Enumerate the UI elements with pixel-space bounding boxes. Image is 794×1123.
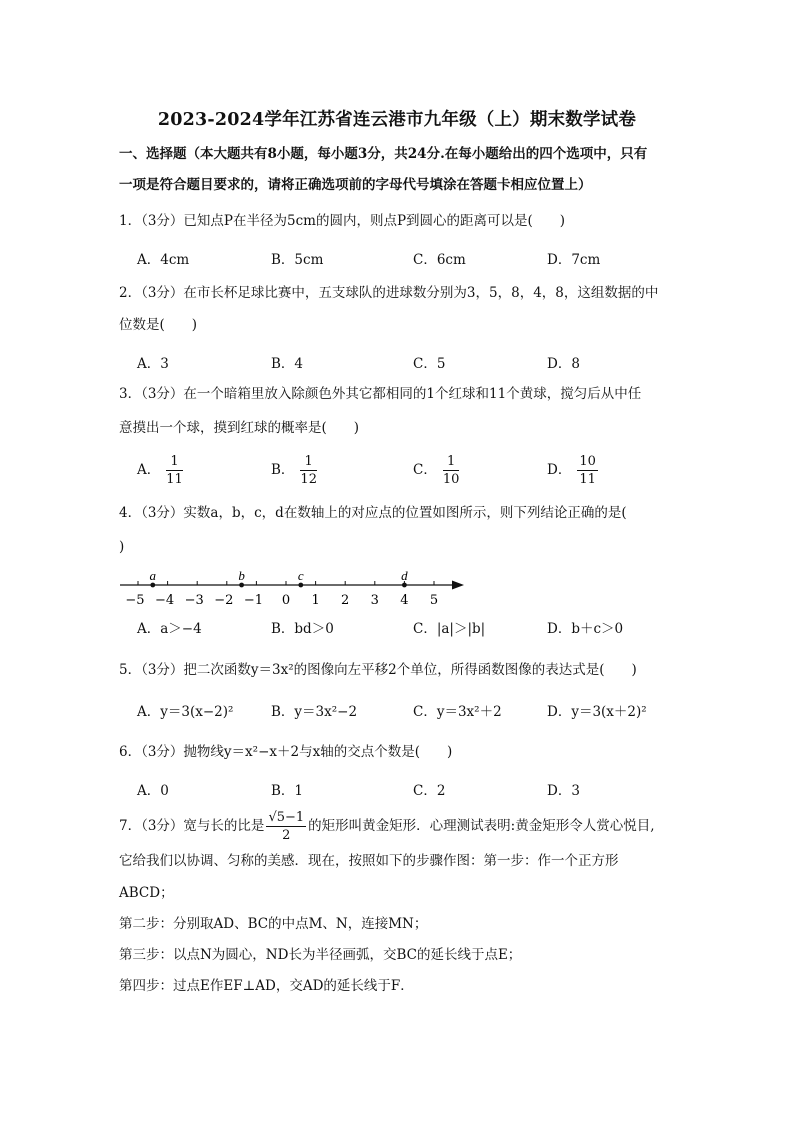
- q2-option-a: A．3: [137, 356, 169, 372]
- q4-stem-line1: 4．（3分）实数a，b，c，d在数轴上的对应点的位置如图所示，则下列结论正确的是(: [119, 505, 627, 521]
- number-line-tick-label: −5: [125, 593, 145, 608]
- q7-stem-line3: ABCD；: [119, 885, 174, 901]
- number-line-figure: [118, 563, 478, 613]
- number-line-tick-label: 1: [311, 593, 320, 608]
- q3-option-a: [137, 453, 183, 488]
- fraction-numerator: 10: [579, 454, 596, 469]
- q6-stem: 6．（3分）抛物线y＝x²−x＋2与x轴的交点个数是( ): [119, 744, 453, 760]
- q7-stem-line2: 它给我们以协调、匀称的美感．现在，按照如下的步骤作图：第一步：作一个正方形: [119, 853, 619, 869]
- q2-option-b: B．4: [271, 356, 304, 372]
- q1-option-d: D．7cm: [547, 252, 601, 268]
- q1-option-a: A．4cm: [137, 252, 190, 268]
- q1-options: [137, 248, 677, 270]
- q6-options: [137, 779, 677, 801]
- q4-option-b: B．bd＞0: [271, 621, 334, 637]
- q5-options: [137, 700, 677, 722]
- number-line-tick-label: 3: [370, 593, 379, 608]
- q7-suffix: 的矩形叫黄金矩形．心理测试表明:黄金矩形令人赏心悦目,: [308, 818, 655, 834]
- q3-option-c-fraction: [443, 453, 460, 488]
- q5-stem: 5．（3分）把二次函数y＝3x²的图像向左平移2个单位，所得函数图像的表达式是( ): [119, 662, 637, 678]
- q3-option-b: [271, 453, 317, 488]
- axis-arrow-icon: [452, 581, 464, 590]
- q6-option-b: B．1: [271, 783, 304, 799]
- q3-option-b-fraction: [300, 453, 317, 488]
- point-label-b: b: [238, 568, 245, 583]
- fraction-numerator: √5−1: [268, 810, 305, 825]
- q4-option-c: C．|a|＞|b|: [413, 621, 486, 637]
- q6-option-a: A．0: [137, 783, 169, 799]
- q4-option-a: A．a＞−4: [137, 621, 202, 637]
- q3-option-a-letter: A．: [137, 462, 161, 478]
- q4-stem-line2: ): [119, 539, 125, 555]
- point-a: [150, 583, 155, 588]
- q3-options: [137, 453, 677, 489]
- q6-option-d: D．3: [547, 783, 580, 799]
- q1-stem: 1．（3分）已知点P在半径为5cm的圆内，则点P到圆心的距离可以是( ): [119, 213, 566, 229]
- q2-option-d: D．8: [547, 356, 580, 372]
- q3-option-c: [413, 453, 459, 488]
- number-line-tick-label: 4: [400, 593, 409, 608]
- q3-stem-line2: 意摸出一个球，摸到红球的概率是( ): [119, 420, 360, 436]
- fraction-denominator: 11: [166, 472, 183, 487]
- point-label-d: d: [401, 568, 408, 583]
- fraction-denominator: 11: [579, 472, 596, 487]
- q2-option-c: C．5: [413, 356, 446, 372]
- q1-option-c: C．6cm: [413, 252, 466, 268]
- fraction-numerator: 1: [443, 453, 460, 471]
- q2-stem-line2: 位数是( ): [119, 317, 198, 333]
- fraction-denominator: 12: [300, 472, 317, 487]
- q3-stem-line1: 3．（3分）在一个暗箱里放入除颜色外其它都相同的1个红球和11个黄球，搅匀后从中任: [119, 386, 642, 402]
- number-line-tick-label: 0: [281, 593, 291, 608]
- q7-step4: 第四步：过点E作EF⊥AD，交AD的延长线于F．: [119, 978, 414, 994]
- section-heading-line1: 一、选择题（本大题共有8小题，每小题3分，共24分.在每小题给出的四个选项中，只有: [119, 146, 648, 162]
- fraction-denominator: 10: [442, 472, 460, 487]
- number-line-tick-label: −2: [214, 593, 234, 608]
- point-label-c: c: [297, 568, 304, 583]
- number-line-tick-label: −1: [243, 593, 263, 608]
- q2-options: [137, 352, 677, 374]
- q1-option-b: B．5cm: [271, 252, 324, 268]
- q7-step2: 第二步：分别取AD、BC的中点M、N，连接MN；: [119, 916, 428, 932]
- q2-stem-line1: 2．（3分）在市长杯足球比赛中，五支球队的进球数分别为3，5，8，4，8，这组数据的中: [119, 285, 659, 301]
- q7-prefix: 7．（3分）宽与长的比是: [119, 818, 265, 834]
- q3-option-c-letter: C．: [413, 462, 437, 478]
- fraction-denominator: 2: [282, 828, 291, 843]
- q4-option-d: D．b＋c＞0: [547, 621, 624, 637]
- q3-option-a-fraction: [166, 453, 183, 488]
- section-heading-line2: 一项是符合题目要求的，请将正确选项前的字母代号填涂在答题卡相应位置上）: [119, 177, 592, 193]
- number-line-tick-label: 2: [341, 593, 350, 608]
- q5-option-b: B．y＝3x²−2: [271, 704, 358, 720]
- q3-option-d-letter: D．: [547, 462, 572, 478]
- fraction-numerator: 1: [166, 453, 183, 471]
- q6-option-c: C．2: [413, 783, 446, 799]
- q4-options: [137, 617, 677, 639]
- number-line-tick-label: −4: [155, 593, 175, 608]
- point-d: [402, 583, 407, 588]
- q7-stem-line1: [119, 808, 655, 844]
- number-line-tick-label: −3: [184, 593, 204, 608]
- page-title: 2023-2024学年江苏省连云港市九年级（上）期末数学试卷: [157, 110, 637, 130]
- q5-option-d: D．y＝3(x＋2)²: [547, 704, 647, 720]
- fraction-numerator: 1: [300, 453, 317, 471]
- q5-option-a: A．y＝3(x−2)²: [137, 704, 234, 720]
- q3-option-d: [547, 453, 598, 488]
- point-label-a: a: [149, 568, 157, 583]
- golden-ratio-fraction: [266, 809, 306, 844]
- q5-option-c: C．y＝3x²＋2: [413, 704, 502, 720]
- number-line-tick-label: 5: [429, 593, 439, 608]
- q3-option-d-fraction: [577, 453, 598, 488]
- point-b: [239, 583, 244, 588]
- point-c: [298, 583, 303, 588]
- q3-option-b-letter: B．: [271, 462, 295, 478]
- q7-step3: 第三步：以点N为圆心，ND长为半径画弧，交BC的延长线于点E；: [119, 947, 522, 963]
